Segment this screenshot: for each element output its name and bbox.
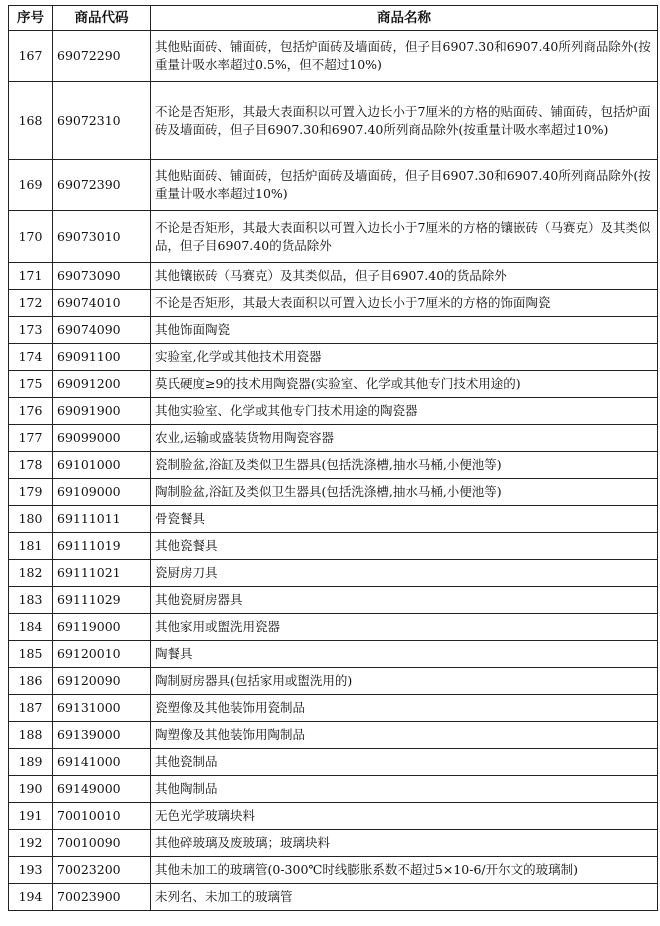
- cell-code: 69072390: [53, 160, 151, 211]
- cell-name: 其他家用或盥洗用瓷器: [151, 614, 658, 641]
- table-header: [9, 6, 658, 31]
- cell-seq: 179: [9, 479, 53, 506]
- cell-seq: 183: [9, 587, 53, 614]
- cell-name: 其他贴面砖、铺面砖，包括炉面砖及墙面砖，但子目6907.30和6907.40所列商品除外(按重量计吸水率超过10%): [151, 160, 658, 211]
- cell-code: 69091200: [53, 371, 151, 398]
- table-row: [9, 371, 658, 398]
- table-row: [9, 452, 658, 479]
- table-row: [9, 290, 658, 317]
- cell-code: 69120010: [53, 641, 151, 668]
- cell-name: 其他瓷制品: [151, 749, 658, 776]
- cell-code: 70010010: [53, 803, 151, 830]
- cell-code: 69091900: [53, 398, 151, 425]
- cell-code: 69131000: [53, 695, 151, 722]
- cell-name: 骨瓷餐具: [151, 506, 658, 533]
- cell-code: 69111019: [53, 533, 151, 560]
- cell-code: 69139000: [53, 722, 151, 749]
- cell-name: 农业,运输或盛装货物用陶瓷容器: [151, 425, 658, 452]
- cell-code: 70023900: [53, 884, 151, 911]
- cell-name: 瓷制脸盆,浴缸及类似卫生器具(包括洗涤槽,抽水马桶,小便池等): [151, 452, 658, 479]
- cell-seq: 188: [9, 722, 53, 749]
- cell-name: 其他瓷厨房器具: [151, 587, 658, 614]
- cell-seq: 172: [9, 290, 53, 317]
- cell-seq: 180: [9, 506, 53, 533]
- header-name: 商品名称: [151, 6, 658, 31]
- cell-seq: 187: [9, 695, 53, 722]
- cell-seq: 168: [9, 82, 53, 160]
- table-row: [9, 317, 658, 344]
- table-row: [9, 803, 658, 830]
- cell-code: 69141000: [53, 749, 151, 776]
- cell-code: 69073090: [53, 263, 151, 290]
- cell-seq: 171: [9, 263, 53, 290]
- table-row: [9, 695, 658, 722]
- cell-seq: 185: [9, 641, 53, 668]
- cell-code: 69074090: [53, 317, 151, 344]
- table-container: [8, 5, 657, 911]
- cell-code: 70010090: [53, 830, 151, 857]
- cell-name: 其他陶制品: [151, 776, 658, 803]
- cell-name: 其他实验室、化学或其他专门技术用途的陶瓷器: [151, 398, 658, 425]
- table-row: [9, 506, 658, 533]
- table-body: [9, 31, 658, 911]
- cell-name: 其他饰面陶瓷: [151, 317, 658, 344]
- header-code: 商品代码: [53, 6, 151, 31]
- cell-code: 69101000: [53, 452, 151, 479]
- cell-name: 陶塑像及其他装饰用陶制品: [151, 722, 658, 749]
- cell-name: 瓷塑像及其他装饰用瓷制品: [151, 695, 658, 722]
- table-row: [9, 425, 658, 452]
- cell-seq: 184: [9, 614, 53, 641]
- cell-seq: 173: [9, 317, 53, 344]
- cell-name: 其他未加工的玻璃管(0-300℃时线膨胀系数不超过5×10-6/开尔文的玻璃制): [151, 857, 658, 884]
- table-row: [9, 160, 658, 211]
- cell-seq: 192: [9, 830, 53, 857]
- table-row: [9, 884, 658, 911]
- table-row: [9, 641, 658, 668]
- cell-code: 69149000: [53, 776, 151, 803]
- cell-code: 69120090: [53, 668, 151, 695]
- cell-seq: 193: [9, 857, 53, 884]
- commodity-table: [8, 5, 658, 911]
- cell-name: 陶制厨房器具(包括家用或盥洗用的): [151, 668, 658, 695]
- cell-seq: 169: [9, 160, 53, 211]
- cell-code: 69072290: [53, 31, 151, 82]
- table-row: [9, 614, 658, 641]
- cell-name: 瓷厨房刀具: [151, 560, 658, 587]
- cell-seq: 167: [9, 31, 53, 82]
- cell-name: 不论是否矩形，其最大表面积以可置入边长小于7厘米的方格的饰面陶瓷: [151, 290, 658, 317]
- cell-seq: 170: [9, 211, 53, 263]
- cell-code: 69091100: [53, 344, 151, 371]
- cell-name: 不论是否矩形，其最大表面积以可置入边长小于7厘米的方格的贴面砖、铺面砖，包括炉面砖及墙面砖，但子目6907.30和6907.40所列商品除外(按重量计吸水率超过10%): [151, 82, 658, 160]
- table-row: [9, 398, 658, 425]
- cell-seq: 191: [9, 803, 53, 830]
- table-row: [9, 776, 658, 803]
- cell-name: 莫氏硬度≥9的技术用陶瓷器(实验室、化学或其他专门技术用途的): [151, 371, 658, 398]
- cell-seq: 175: [9, 371, 53, 398]
- cell-name: 陶餐具: [151, 641, 658, 668]
- cell-name: 其他瓷餐具: [151, 533, 658, 560]
- cell-name: 其他镶嵌砖（马赛克）及其类似品，但子目6907.40的货品除外: [151, 263, 658, 290]
- cell-name: 无色光学玻璃块料: [151, 803, 658, 830]
- cell-seq: 174: [9, 344, 53, 371]
- cell-seq: 182: [9, 560, 53, 587]
- cell-seq: 189: [9, 749, 53, 776]
- cell-name: 其他贴面砖、铺面砖，包括炉面砖及墙面砖，但子目6907.30和6907.40所列商品除外(按重量计吸水率超过0.5%，但不超过10%): [151, 31, 658, 82]
- cell-seq: 181: [9, 533, 53, 560]
- cell-seq: 190: [9, 776, 53, 803]
- cell-code: 70023200: [53, 857, 151, 884]
- header-seq: 序号: [9, 6, 53, 31]
- table-row: [9, 830, 658, 857]
- table-row: [9, 211, 658, 263]
- cell-seq: 194: [9, 884, 53, 911]
- table-row: [9, 668, 658, 695]
- cell-seq: 176: [9, 398, 53, 425]
- cell-seq: 186: [9, 668, 53, 695]
- header-row: [9, 6, 658, 31]
- table-row: [9, 479, 658, 506]
- table-row: [9, 263, 658, 290]
- cell-name: 陶制脸盆,浴缸及类似卫生器具(包括洗涤槽,抽水马桶,小便池等): [151, 479, 658, 506]
- cell-code: 69072310: [53, 82, 151, 160]
- cell-code: 69109000: [53, 479, 151, 506]
- cell-seq: 178: [9, 452, 53, 479]
- cell-name: 其他碎玻璃及废玻璃；玻璃块料: [151, 830, 658, 857]
- cell-code: 69099000: [53, 425, 151, 452]
- table-row: [9, 560, 658, 587]
- cell-name: 实验室,化学或其他技术用瓷器: [151, 344, 658, 371]
- cell-seq: 177: [9, 425, 53, 452]
- table-row: [9, 587, 658, 614]
- table-row: [9, 533, 658, 560]
- table-row: [9, 749, 658, 776]
- cell-code: 69119000: [53, 614, 151, 641]
- cell-name: 不论是否矩形，其最大表面积以可置入边长小于7厘米的方格的镶嵌砖（马赛克）及其类似品，但子目6907.40的货品除外: [151, 211, 658, 263]
- table-row: [9, 82, 658, 160]
- table-row: [9, 857, 658, 884]
- cell-code: 69111029: [53, 587, 151, 614]
- cell-code: 69074010: [53, 290, 151, 317]
- cell-code: 69111021: [53, 560, 151, 587]
- table-row: [9, 722, 658, 749]
- cell-code: 69111011: [53, 506, 151, 533]
- table-row: [9, 31, 658, 82]
- cell-name: 未列名、未加工的玻璃管: [151, 884, 658, 911]
- table-row: [9, 344, 658, 371]
- cell-code: 69073010: [53, 211, 151, 263]
